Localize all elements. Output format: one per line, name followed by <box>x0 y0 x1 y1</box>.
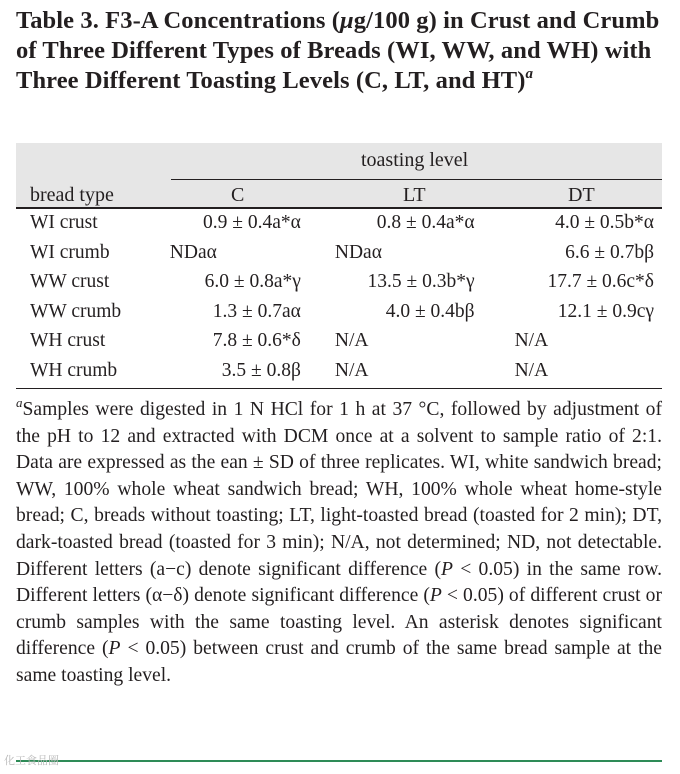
cell-c: 6.0 ± 0.8a*γ <box>204 271 301 293</box>
table-footnote: $^a$Samples were digested in 1 N HCl for 1 h at 37 °C, followed by adjustment of the pH to 12 and extracted with DCM once at a solvent to sample ratio of 2:1. Data are expressed as the ean ± SD of three replicates. WI, white sandwich bread; WW, 100% whole wheat sandwich bread; WH, 100% whole wheat home-style bread; C, breads without toasting; LT, light-toasted bread (toasted for 2 min); DT, dark-toasted bread (toasted for 3 min); N/A, not determined; ND, not detectable. Different letters (a−c) denote significant difference (P < 0.05) in the same row. Different letters (α−δ) denote significant difference (P < 0.05) of different crust or crumb samples with the same toasting level. An asterisk denotes significant difference (P < 0.05) between crust and crumb of the same bread sample at the same toasting level. <box>16 395 663 686</box>
cell-lt: NDaα <box>334 241 382 263</box>
table-row <box>16 297 662 327</box>
cell-c: NDaα <box>169 241 217 263</box>
column-header-bread-type: bread type <box>30 184 114 206</box>
group-header-rule <box>171 179 662 180</box>
cell-bread-type: WI crumb <box>30 241 110 263</box>
cell-dt: N/A <box>514 330 549 352</box>
cell-lt: 4.0 ± 0.4bβ <box>385 300 475 322</box>
cell-dt: 6.6 ± 0.7bβ <box>565 241 654 263</box>
cell-bread-type: WH crust <box>30 330 106 352</box>
table-row <box>16 209 662 239</box>
cell-c: 7.8 ± 0.6*δ <box>212 330 301 352</box>
cell-bread-type: WI crust <box>30 212 98 234</box>
cell-bread-type: WH crumb <box>30 359 118 381</box>
column-header-dt: DT <box>568 184 595 206</box>
cell-c: 3.5 ± 0.8β <box>221 359 301 381</box>
cell-dt: 4.0 ± 0.5b*α <box>555 212 654 234</box>
cell-lt: N/A <box>334 330 369 352</box>
data-table <box>16 143 662 389</box>
cell-lt: 13.5 ± 0.3b*γ <box>367 271 475 293</box>
cell-bread-type: WW crumb <box>30 300 122 322</box>
watermark: 化工食品圈 <box>4 754 59 767</box>
cell-lt: N/A <box>334 359 369 381</box>
cell-bread-type: WW crust <box>30 271 110 293</box>
title-footnote-marker: a <box>525 66 534 82</box>
column-header-c: C <box>231 184 245 206</box>
cell-dt: 17.7 ± 0.6c*δ <box>547 271 654 293</box>
table-bottom-rule <box>16 388 662 389</box>
page-divider <box>16 760 662 762</box>
cell-c: 0.9 ± 0.4a*α <box>203 212 301 234</box>
table-row <box>16 356 662 386</box>
table-body <box>16 209 662 386</box>
table-title: Table 3. F3-A Concentrations (μg/100 g) in Crust and Crumb of Three Different Types of Breads (WI, WW, and WH) with Three Different Toasting Levels (C, LT, and HT)$^a$ <box>16 7 660 94</box>
cell-c: 1.3 ± 0.7aα <box>212 300 301 322</box>
cell-dt: N/A <box>514 359 549 381</box>
footnote-marker: a <box>16 395 23 410</box>
column-header-lt: LT <box>403 184 426 206</box>
group-header-toasting-level: toasting level <box>361 149 469 171</box>
table-header <box>16 143 662 207</box>
table-row <box>16 268 662 298</box>
table-row <box>16 238 662 268</box>
table-row <box>16 327 662 357</box>
cell-lt: 0.8 ± 0.4a*α <box>376 212 475 234</box>
cell-dt: 12.1 ± 0.9cγ <box>557 300 654 322</box>
